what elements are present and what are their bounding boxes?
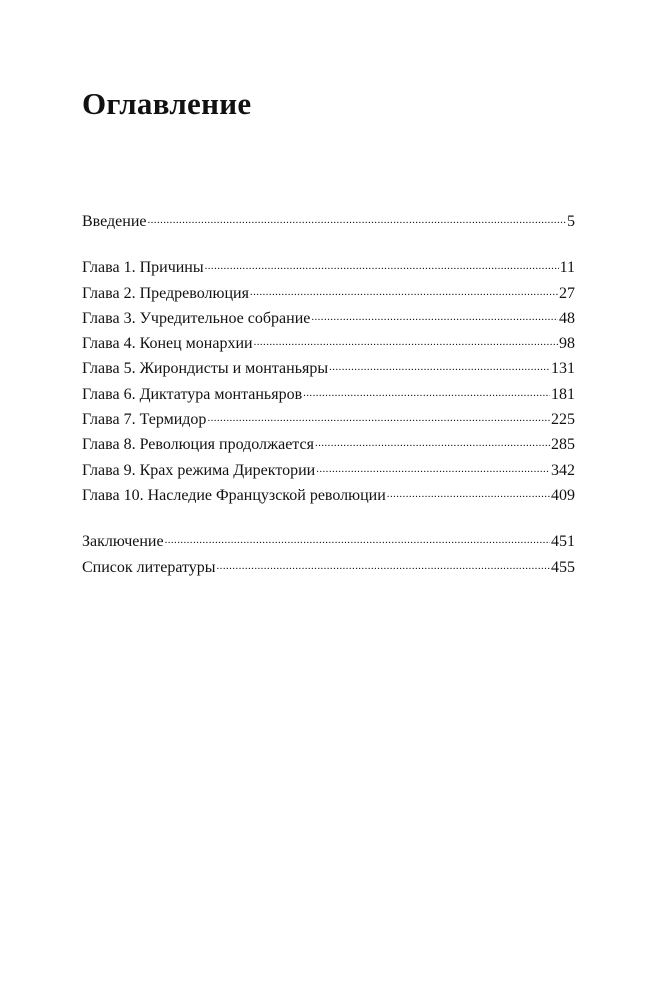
toc-entry-page: 98 xyxy=(559,335,575,353)
toc-entry-label: Глава 6. Диктатура монтаньяров xyxy=(82,385,303,403)
toc-entry-chapter-4[interactable] xyxy=(82,331,575,356)
toc-entry-introduction[interactable] xyxy=(82,209,575,234)
toc-group-intro xyxy=(82,209,575,234)
toc-entry-label: Глава 1. Причины xyxy=(82,259,204,277)
toc-entry-label: Глава 2. Предреволюция xyxy=(82,284,249,302)
dot-leader xyxy=(316,459,550,475)
dot-leader xyxy=(311,307,558,323)
toc-entry-label: Глава 5. Жирондисты и монтаньяры xyxy=(82,360,329,378)
toc-entry-page: 27 xyxy=(559,284,575,302)
toc-entry-page: 285 xyxy=(551,436,575,454)
toc-entry-page: 225 xyxy=(551,411,575,429)
toc-entry-conclusion[interactable] xyxy=(82,529,575,554)
toc-entry-label: Глава 7. Термидор xyxy=(82,411,207,429)
dot-leader xyxy=(315,433,550,449)
toc-entry-page: 131 xyxy=(551,360,575,378)
dot-leader xyxy=(387,484,550,500)
toc-entry-label: Введение xyxy=(82,213,147,230)
dot-leader xyxy=(217,556,550,572)
dot-leader xyxy=(165,530,550,546)
toc-group-closing xyxy=(82,529,575,580)
toc-entry-label: Заключение xyxy=(82,533,164,551)
toc-entry-chapter-5[interactable] xyxy=(82,356,575,381)
toc-entry-page: 342 xyxy=(551,461,575,479)
toc-entry-page: 409 xyxy=(551,486,575,504)
toc-entry-chapter-10[interactable] xyxy=(82,483,575,508)
dot-leader xyxy=(148,210,567,226)
toc-group-chapters xyxy=(82,255,575,508)
toc-entry-label: Список литературы xyxy=(82,558,216,576)
toc-entry-page: 48 xyxy=(559,309,575,327)
toc-entry-label: Глава 3. Учредительное собрание xyxy=(82,309,311,327)
toc-entry-label: Глава 8. Революция продолжается xyxy=(82,436,314,454)
toc-entry-page: 5 xyxy=(567,213,575,230)
toc-entry-page: 455 xyxy=(551,558,575,576)
toc-entry-chapter-7[interactable] xyxy=(82,407,575,432)
toc-entry-bibliography[interactable] xyxy=(82,555,575,580)
toc-entry-page: 451 xyxy=(551,533,575,551)
toc-entry-chapter-2[interactable] xyxy=(82,281,575,306)
toc-entry-chapter-6[interactable] xyxy=(82,382,575,407)
toc-entry-label: Глава 9. Крах режима Директории xyxy=(82,461,316,479)
dot-leader xyxy=(303,383,550,399)
dot-leader xyxy=(329,357,550,373)
dot-leader xyxy=(205,256,559,272)
dot-leader xyxy=(250,282,558,298)
page-title: Оглавление xyxy=(82,86,252,121)
dot-leader xyxy=(207,408,550,424)
dot-leader xyxy=(254,332,558,348)
toc-entry-label: Глава 4. Конец монархии xyxy=(82,335,253,353)
toc-entry-label: Глава 10. Наследие Французской революции xyxy=(82,486,386,504)
toc-entry-chapter-8[interactable] xyxy=(82,432,575,457)
toc-entry-chapter-3[interactable] xyxy=(82,306,575,331)
toc-entry-chapter-9[interactable] xyxy=(82,458,575,483)
toc-entry-page: 181 xyxy=(551,385,575,403)
toc-entry-chapter-1[interactable] xyxy=(82,255,575,280)
toc-entry-page: 11 xyxy=(559,259,575,277)
table-of-contents xyxy=(82,209,575,580)
